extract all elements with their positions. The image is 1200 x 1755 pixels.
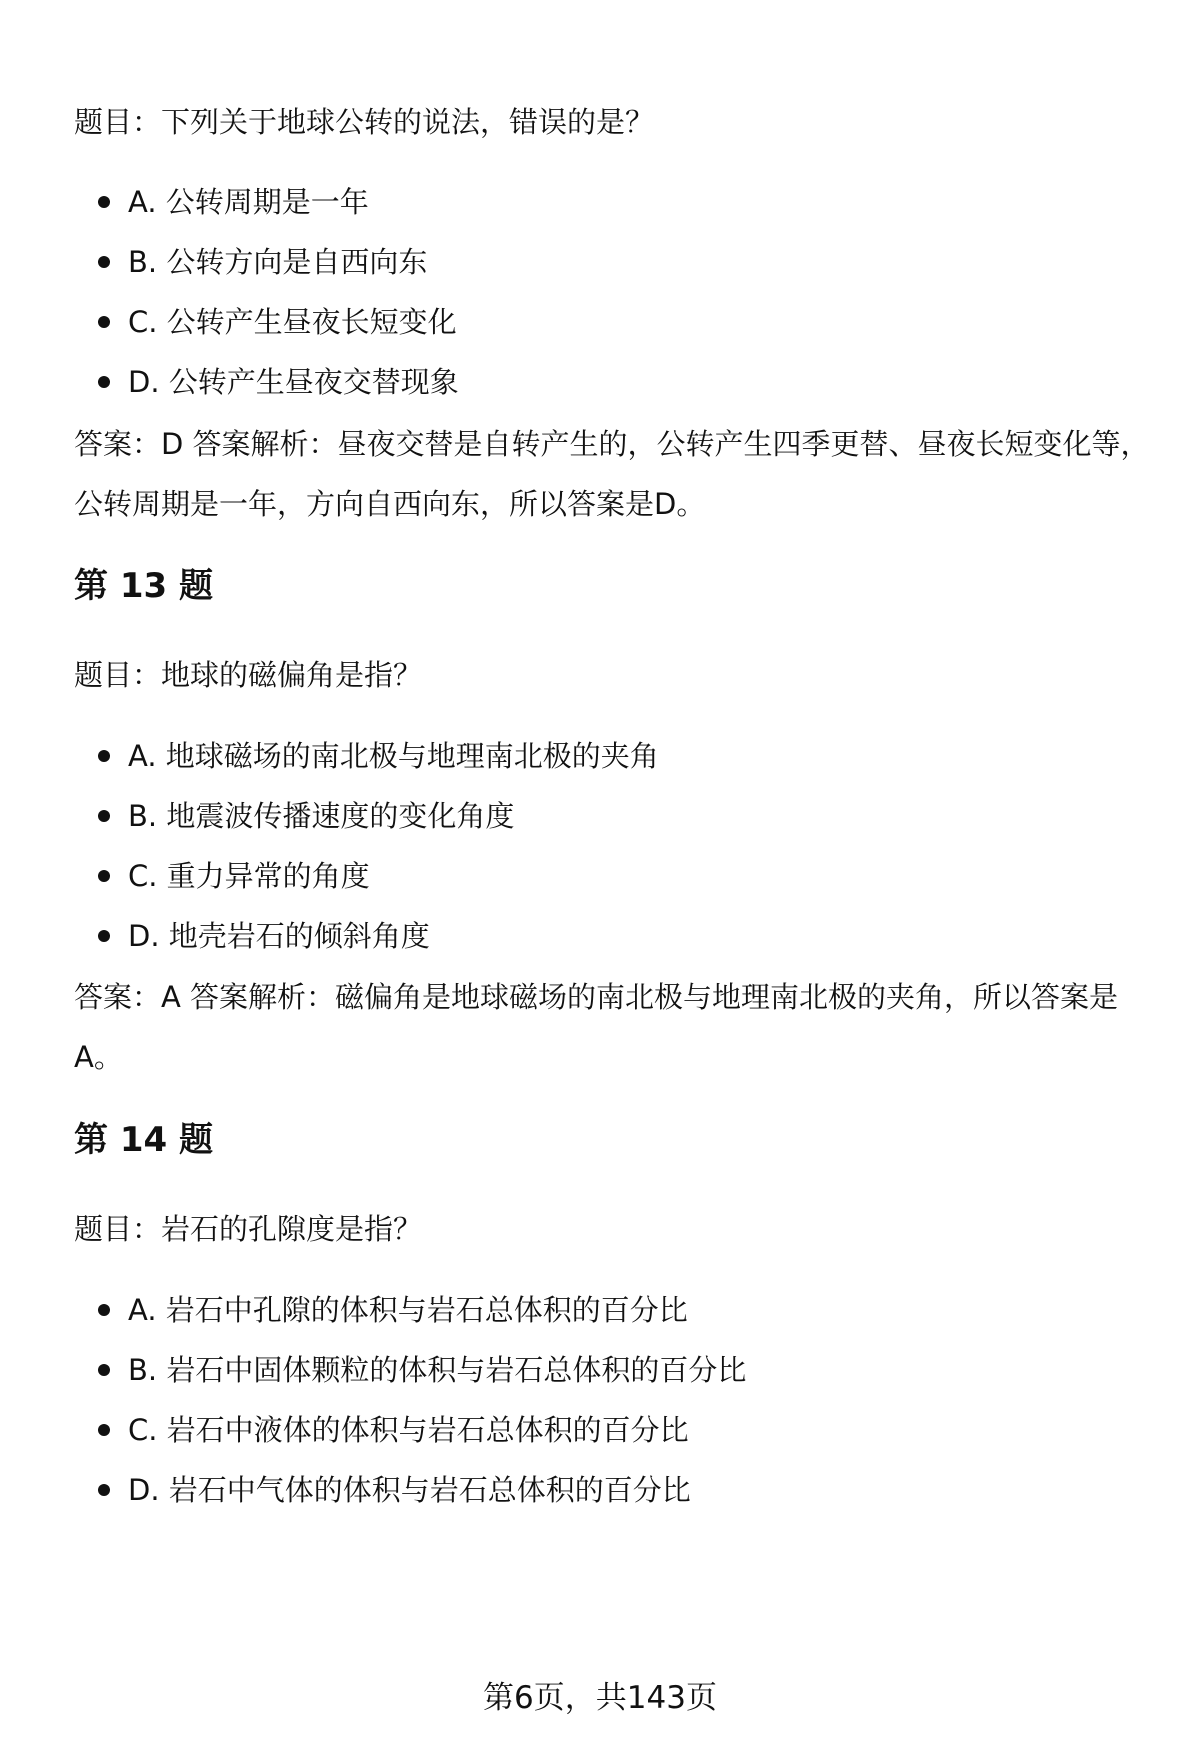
bullet-icon — [98, 256, 110, 268]
option-a — [74, 182, 459, 242]
option-text: C. 岩石中液体的体积与岩石总体积的百分比 — [128, 1413, 689, 1447]
option-c — [74, 302, 459, 362]
question-13-prompt: 题目：地球的磁偏角是指？ — [74, 658, 423, 692]
option-b — [74, 242, 459, 302]
option-text: A. 公转周期是一年 — [128, 185, 369, 219]
option-text: C. 重力异常的角度 — [128, 859, 370, 893]
question-13-heading: 第 13 题 — [74, 566, 213, 606]
option-text: A. 地球磁场的南北极与地理南北极的夹角 — [128, 739, 659, 773]
bullet-icon — [98, 376, 110, 388]
option-d — [74, 1470, 746, 1530]
bullet-icon — [98, 1304, 110, 1316]
option-b — [74, 1350, 746, 1410]
bullet-icon — [98, 196, 110, 208]
bullet-icon — [98, 1424, 110, 1436]
page-number: 第6页，共143页 — [483, 1680, 717, 1716]
bullet-icon — [98, 316, 110, 328]
option-a — [74, 736, 659, 796]
option-b — [74, 796, 659, 856]
option-text: C. 公转产生昼夜长短变化 — [128, 305, 457, 339]
option-text: B. 公转方向是自西向东 — [128, 245, 428, 279]
bullet-icon — [98, 870, 110, 882]
option-d — [74, 362, 459, 422]
option-text: B. 岩石中固体颗粒的体积与岩石总体积的百分比 — [128, 1353, 747, 1387]
question-12-options — [74, 182, 459, 422]
option-text: B. 地震波传播速度的变化角度 — [128, 799, 515, 833]
question-14-heading: 第 14 题 — [74, 1120, 213, 1160]
question-14-options — [74, 1290, 746, 1530]
option-c — [74, 1410, 746, 1470]
option-text: D. 公转产生昼夜交替现象 — [128, 365, 459, 399]
question-14-prompt: 题目：岩石的孔隙度是指？ — [74, 1212, 423, 1246]
bullet-icon — [98, 1484, 110, 1496]
question-13-answer: 答案：A 答案解析：磁偏角是地球磁场的南北极与地理南北极的夹角，所以答案是A。 — [74, 980, 1119, 1074]
bullet-icon — [98, 930, 110, 942]
option-text: D. 岩石中气体的体积与岩石总体积的百分比 — [128, 1473, 691, 1507]
question-12-answer: 答案：D 答案解析：昼夜交替是自转产生的，公转产生四季更替、昼夜长短变化等，公转周期是一年，方向自西向东，所以答案是D。 — [74, 427, 1150, 521]
option-text: A. 岩石中孔隙的体积与岩石总体积的百分比 — [128, 1293, 688, 1327]
option-a — [74, 1290, 746, 1350]
question-12-prompt: 题目：下列关于地球公转的说法，错误的是？ — [74, 105, 655, 139]
option-text: D. 地壳岩石的倾斜角度 — [128, 919, 430, 953]
bullet-icon — [98, 810, 110, 822]
bullet-icon — [98, 750, 110, 762]
question-13-options — [74, 736, 659, 976]
option-c — [74, 856, 659, 916]
bullet-icon — [98, 1364, 110, 1376]
